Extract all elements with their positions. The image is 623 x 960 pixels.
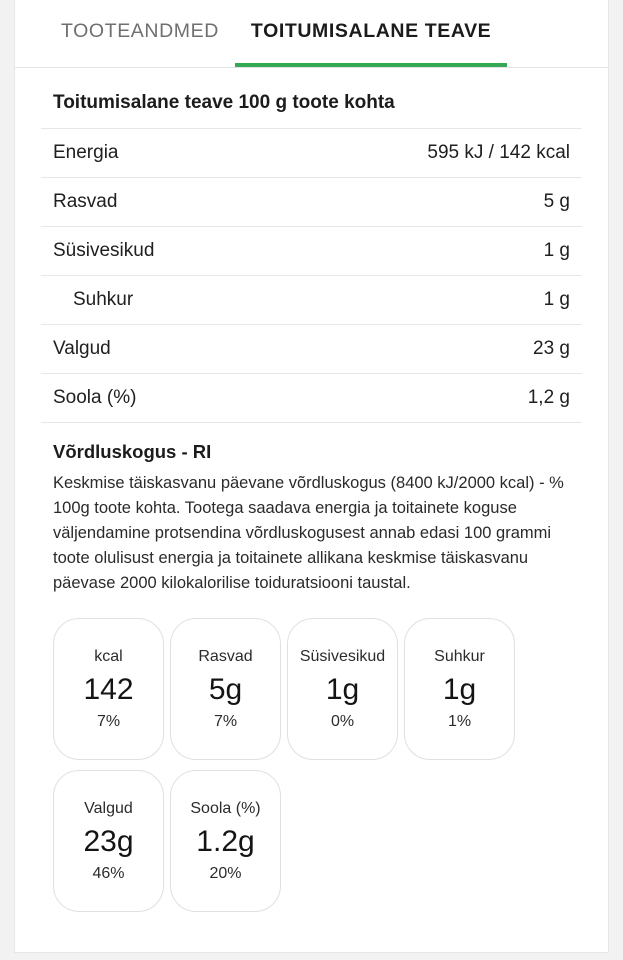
- badge-percent: 20%: [209, 865, 242, 883]
- badge-valgud: [53, 770, 164, 912]
- nutrient-badges: [53, 618, 582, 912]
- table-row: [41, 129, 582, 178]
- nutrient-value: 595 kJ / 142 kcal: [427, 142, 570, 163]
- tab-label: TOOTEANDMED: [61, 20, 219, 42]
- badge-kcal: [53, 618, 164, 760]
- nutrient-value: 1 g: [543, 289, 570, 310]
- badge-percent: 1%: [447, 713, 472, 731]
- section-title: Toitumisalane teave 100 g toote kohta: [53, 92, 395, 113]
- nutrient-label: Rasvad: [53, 191, 118, 212]
- nutrient-label: Energia: [53, 142, 119, 163]
- table-row: [41, 178, 582, 227]
- tab-toitumisalane-teave[interactable]: [235, 0, 507, 67]
- badge-value: 142: [83, 673, 134, 707]
- nutrient-label: Suhkur: [73, 289, 134, 310]
- badge-percent: 0%: [330, 713, 355, 731]
- table-row: [41, 325, 582, 374]
- tab-tooteandmed[interactable]: [45, 0, 235, 67]
- badge-label: Rasvad: [198, 647, 253, 665]
- reference-intake-text: Keskmise täiskasvanu päevane võrdluskogus (8400 kJ/2000 kcal) - % 100g toote kohta. Tootega saadava energia ja toitainete koguse väljendamine protsendina võrdluskogusest annab edasi 100 grammi toote olulisust energia ja toitainete allikana keskmise täiskasvanu päevase 2000 kilokalorilise toiduratsiooni taustal.: [53, 474, 564, 593]
- tab-panel-toitumisalane-teave: [15, 68, 608, 952]
- badge-percent: 7%: [213, 713, 238, 731]
- badge-label: Suhkur: [434, 647, 485, 665]
- nutrient-label: Soola (%): [53, 387, 137, 408]
- badge-value: 5g: [208, 673, 243, 707]
- badge-suhkur: [404, 618, 515, 760]
- badge-rasvad: [170, 618, 281, 760]
- table-row: [41, 374, 582, 423]
- nutrient-label: Valgud: [53, 338, 111, 359]
- reference-intake-title: Võrdluskogus - RI: [53, 441, 212, 462]
- badge-label: kcal: [94, 647, 123, 665]
- table-row: [41, 276, 582, 325]
- nutrition-card: [14, 0, 609, 953]
- nutrient-value: 1,2 g: [527, 387, 570, 408]
- badge-value: 23g: [83, 825, 134, 859]
- nutrition-table: [41, 128, 582, 423]
- badge-value: 1.2g: [196, 825, 255, 859]
- badge-susivesikud: [287, 618, 398, 760]
- badge-row: [53, 770, 582, 912]
- badge-label: Valgud: [84, 799, 133, 817]
- badge-value: 1g: [442, 673, 477, 707]
- badge-value: 1g: [325, 673, 360, 707]
- badge-label: Soola (%): [190, 799, 261, 817]
- badge-soola: [170, 770, 281, 912]
- nutrient-value: 23 g: [533, 338, 570, 359]
- nutrient-value: 5 g: [543, 191, 570, 212]
- table-row: [41, 227, 582, 276]
- tab-bar: [15, 0, 608, 68]
- badge-label: Süsivesikud: [299, 647, 386, 665]
- nutrient-label: Süsivesikud: [53, 240, 155, 261]
- badge-percent: 7%: [96, 713, 121, 731]
- badge-row: [53, 618, 582, 760]
- nutrient-value: 1 g: [543, 240, 570, 261]
- tab-label: TOITUMISALANE TEAVE: [250, 20, 492, 42]
- badge-percent: 46%: [92, 865, 125, 883]
